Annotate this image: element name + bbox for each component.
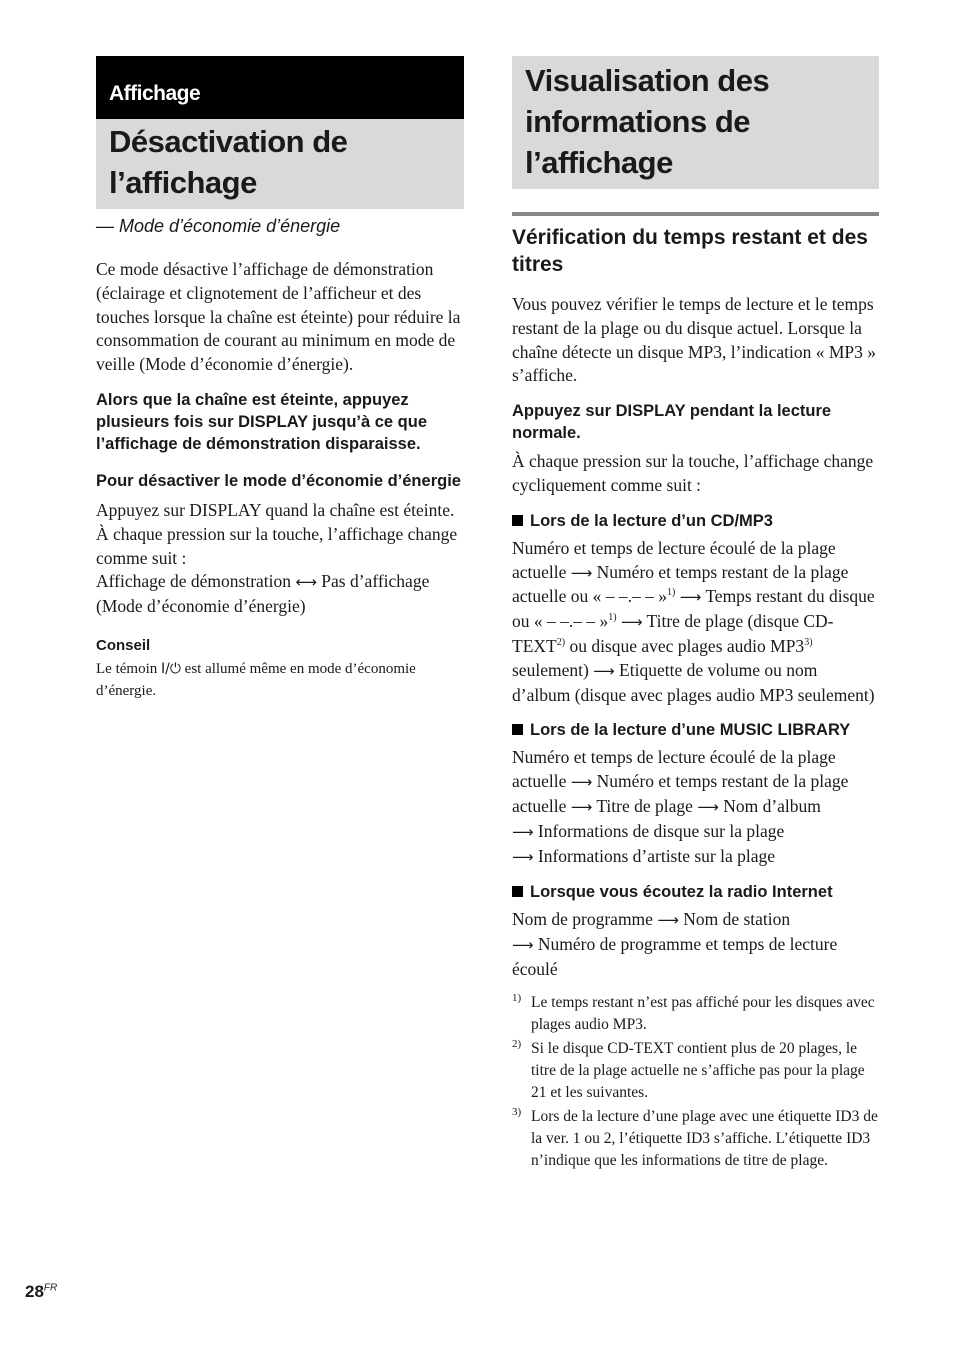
arrow-icon: ⟶ bbox=[657, 911, 679, 930]
cd-step-4c: seulement) bbox=[512, 659, 589, 680]
square-bullet-icon bbox=[512, 886, 523, 897]
footnotes bbox=[512, 992, 879, 1172]
ml-heading bbox=[512, 721, 879, 740]
tip-text-b: est allumé même en mode d’économie d’énergie. bbox=[96, 660, 416, 699]
double-arrow-icon: ⟷ bbox=[295, 573, 317, 592]
footnote-number: 3) bbox=[512, 1105, 522, 1118]
right-intro: Vous pouvez vérifier le temps de lecture et le temps restant de la plage ou du disque actuel. Lorsque la chaîne détecte un disque MP3, l’indication « MP3 » s’affiche. bbox=[512, 294, 877, 386]
footnote-ref: 3) bbox=[804, 637, 813, 649]
square-bullet-icon bbox=[512, 724, 523, 735]
footnote bbox=[512, 992, 879, 1036]
cd-step-1: Numéro et temps de lecture écoulé de la plage actuelle bbox=[512, 537, 836, 582]
footnote-number: 2) bbox=[512, 1037, 522, 1050]
radio-heading-text: Lorsque vous écoutez la radio Internet bbox=[530, 883, 833, 902]
cd-step-4: Titre de plage (disque CD-TEXT bbox=[512, 611, 834, 656]
footnote bbox=[512, 1106, 879, 1172]
arrow-icon: ⟶ bbox=[570, 563, 593, 582]
sub-body-paragraph bbox=[96, 499, 464, 619]
ml-step-4: Nom d’album bbox=[723, 795, 821, 816]
arrow-icon: ⟶ bbox=[697, 797, 719, 816]
ml-step-3: Titre de plage bbox=[596, 795, 693, 816]
cd-heading bbox=[512, 512, 879, 531]
sub-body-text-2a: Affichage de démonstration bbox=[96, 571, 292, 592]
cd-heading-text: Lors de la lecture d’un CD/MP3 bbox=[530, 511, 773, 530]
ml-sequence bbox=[512, 746, 879, 869]
radio-sequence bbox=[512, 908, 879, 981]
arrow-icon: ⟶ bbox=[512, 847, 534, 866]
tip-text-a: Le témoin bbox=[96, 660, 158, 677]
footnote-text: Le temps restant n’est pas affiché pour les disques avec plages audio MP3. bbox=[531, 993, 875, 1033]
arrow-icon: ⟶ bbox=[570, 797, 593, 816]
radio-step-2: Nom de station bbox=[683, 909, 791, 930]
instruction-body: À chaque pression sur la touche, l’affichage change cycliquement comme suit : bbox=[512, 451, 874, 495]
square-bullet-icon bbox=[512, 515, 523, 526]
tip-heading: Conseil bbox=[96, 636, 151, 654]
left-column bbox=[96, 56, 464, 702]
footnote-text: Si le disque CD-TEXT contient plus de 20 plages, le titre de la plage actuelle ne s’affiche pas pour la plage 21 et les suivantes. bbox=[531, 1039, 865, 1101]
page-number-value: 28 bbox=[25, 1282, 44, 1301]
instruction: Alors que la chaîne est éteinte, appuyez plusieurs fois sur DISPLAY jusqu’à ce que l’affichage de démonstration disparaisse. bbox=[96, 390, 428, 453]
sub-body-text-2b: Pas d’affichage (Mode d’économie d’énergie) bbox=[96, 571, 430, 617]
section-divider bbox=[512, 212, 879, 216]
tip-text bbox=[96, 658, 464, 702]
arrow-icon: ⟶ bbox=[512, 936, 534, 955]
section-heading: Vérification du temps restant et des titres bbox=[512, 226, 868, 276]
footnote-ref: 2) bbox=[556, 637, 566, 649]
arrow-icon: ⟶ bbox=[570, 773, 593, 792]
footnote-text: Lors de la lecture d’une plage avec une étiquette ID3 de la ver. 1 ou 2, l’étiquette ID3 s’affiche. L’étiquette ID3 n’indique que les informations de titre de plage. bbox=[531, 1107, 878, 1169]
ml-heading-text: Lors de la lecture d’une MUSIC LIBRARY bbox=[530, 721, 851, 740]
footnote-ref: 1) bbox=[667, 587, 676, 599]
ml-step-5: Informations de disque sur la plage bbox=[537, 820, 785, 841]
intro-paragraph: Ce mode désactive l’affichage de démonstration (éclairage et clignotement de l’afficheur et des touches lorsque la chaîne est éteinte) pour réduire la consommation de courant au minimum en mode de veille (Mode d’économie d’énergie). bbox=[96, 259, 461, 375]
footnote bbox=[512, 1038, 879, 1104]
arrow-icon: ⟶ bbox=[620, 613, 643, 632]
radio-step-3: Numéro de programme et temps de lecture écoulé bbox=[512, 934, 838, 979]
ml-step-6: Informations d’artiste sur la plage bbox=[537, 845, 776, 866]
right-title: Visualisation des informations de l’affichage bbox=[512, 56, 879, 189]
power-icon: I/⏻ bbox=[160, 660, 181, 677]
arrow-icon: ⟶ bbox=[512, 822, 534, 841]
page-number bbox=[25, 1282, 57, 1302]
right-instruction: Appuyez sur DISPLAY pendant la lecture normale. bbox=[512, 402, 832, 443]
sub-body-text-1: Appuyez sur DISPLAY quand la chaîne est éteinte. À chaque pression sur la touche, l’affichage change comme suit : bbox=[96, 499, 458, 568]
right-column bbox=[512, 56, 879, 1174]
cd-step-5: Etiquette de volume ou nom d’album (disque avec plages audio MP3 seulement) bbox=[512, 659, 875, 705]
cd-sequence bbox=[512, 537, 879, 708]
section-label: Affichage bbox=[96, 56, 464, 119]
footnote-number: 1) bbox=[512, 991, 522, 1004]
cd-step-2: Numéro et temps restant de la plage actuelle ou « – –.– – » bbox=[512, 561, 849, 607]
radio-step-1: Nom de programme bbox=[512, 909, 653, 930]
sub-heading: Pour désactiver le mode d’économie d’énergie bbox=[96, 471, 461, 490]
cd-step-4b: ou disque avec plages audio MP3 bbox=[569, 635, 805, 656]
page-title: Désactivation de l’affichage bbox=[96, 119, 464, 209]
radio-heading bbox=[512, 883, 879, 902]
arrow-icon: ⟶ bbox=[593, 661, 615, 680]
ml-step-1: Numéro et temps de lecture écoulé de la plage actuelle bbox=[512, 747, 836, 792]
page-suffix: FR bbox=[43, 1282, 58, 1294]
subtitle: — Mode d’économie d’énergie bbox=[96, 216, 341, 236]
arrow-icon: ⟶ bbox=[679, 588, 702, 607]
cd-step-3: Temps restant du disque ou « – –.– – » bbox=[512, 586, 875, 632]
footnote-ref: 1) bbox=[608, 612, 617, 624]
ml-step-2: Numéro et temps restant de la plage actuelle bbox=[512, 771, 849, 816]
